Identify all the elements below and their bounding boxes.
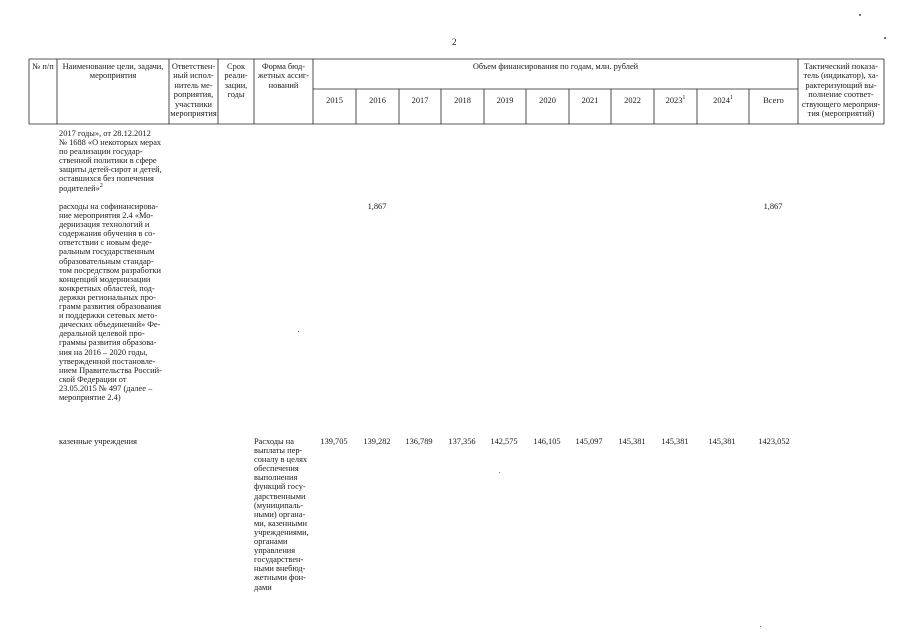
row-3-value-2016: 139,282 (363, 437, 391, 446)
scan-speck (859, 14, 861, 16)
page-number: 2 (452, 37, 457, 47)
header-responsible: Ответствен- ный испол- нитель ме- роприятия, участники мероприятия (170, 62, 217, 119)
header-name: Наименование цели, задачи, мероприятия (62, 62, 164, 81)
row-3-value-2022: 145,381 (618, 437, 646, 446)
header-year-2016: 2016 (369, 96, 386, 105)
row-3-name: казенные учреждения (59, 437, 137, 446)
header-year-2019: 2019 (496, 96, 514, 105)
header-funding: Объем финансирования по годам, млн. рублей (472, 62, 639, 71)
header-year-2022: 2022 (624, 96, 641, 105)
header-num: № п/п (32, 62, 54, 71)
row-3-value-total: 1423,052 (758, 437, 790, 446)
row-3-value-2017: 136,789 (405, 437, 433, 446)
scan-speck (499, 472, 500, 473)
row-3-value-2018: 137,356 (448, 437, 476, 446)
row-3-value-2020: 146,105 (533, 437, 561, 446)
header-year-2018: 2018 (454, 96, 471, 105)
header-term: Срок реали- зации, годы (224, 62, 248, 100)
scan-speck (298, 331, 299, 332)
header-year-2017: 2017 (411, 96, 429, 105)
scan-speck (760, 626, 761, 627)
row-3-form: Расходы на выплаты пер- соналу в целях обеспечения выполнения функций госу- дарственными (муниципаль- ными) органа- ми, казенными учреждениями, органами управления государствен- ными внебюд- жетными фон- дами (254, 437, 309, 592)
row-3-value-2024: 145,381 (708, 437, 736, 446)
row-3-value-2019: 142,575 (490, 437, 518, 446)
header-year-2020: 2020 (539, 96, 556, 105)
header-total: Всего (763, 96, 784, 105)
header-indicator: Тактический показа- тель (индикатор), ха- рактеризующий вы- полнение соответ- ствующего мероприя- тия (мероприятий) (801, 62, 881, 119)
row-2-value-total: 1,867 (763, 202, 783, 211)
scan-speck (884, 37, 886, 39)
row-3-value-2021: 145,097 (575, 437, 603, 446)
row-3-value-2015: 139,705 (320, 437, 348, 446)
row-3-value-2023: 145,381 (661, 437, 689, 446)
header-year-2021: 2021 (581, 96, 599, 105)
header-year-2023: 2023$^1$ (665, 95, 686, 105)
row-2-name: расходы на софинансирова- ние мероприятия 2.4 «Мо- дернизация технологий и содержания обучения в со- ответствии с новым феде- ральным государственным образовательным стандар- том посредством разработки концепций модернизации конкретных областей, под- держки региональных про- грамм развития образования и поддержки сетевых мето- дических объединений» Фе- деральной целевой про- граммы развития образова- ния на 2016 – 2020 годы, утвержденной постановле- нием Правительства Россий- ской Федерации от 23.05.2015 № 497 (далее – мероприятие 2.4) (59, 202, 162, 402)
header-year-2024: 2024$^1$ (713, 95, 733, 105)
header-year-2015: 2015 (326, 96, 343, 105)
row-2-value-2016: 1,867 (367, 202, 387, 211)
row-1-name: 2017 годы», от 28.12.2012 № 1688 «О некоторых мерах по реализации государ- ственной политики в сфере защиты детей-сирот и детей, оставшихся без попечения родителей»$^2$ (59, 129, 162, 193)
header-form: Форма бюд- жетных ассиг- нований (257, 62, 310, 90)
